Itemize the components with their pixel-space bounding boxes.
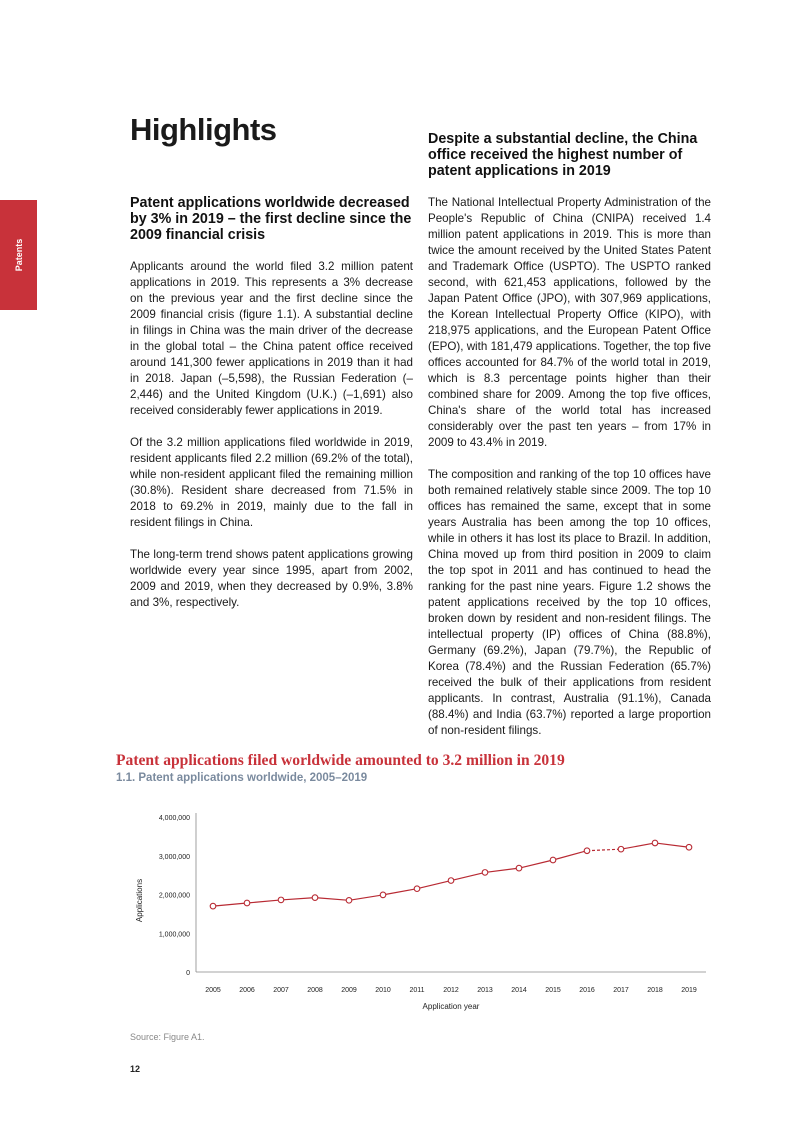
data-point [550,857,556,863]
x-tick-label: 2019 [681,987,697,994]
y-tick-label: 1,000,000 [158,931,190,939]
left-paragraph-3: The long-term trend shows patent applications growing worldwide every year since 1995, apart from 2002, 2009 and 2019, when they decreased by 0.9%, 3.8% and 3%, respectively. [130,548,413,609]
data-point [516,865,522,871]
series-line-segment [281,898,315,900]
x-tick-label: 2016 [579,987,595,994]
y-axis-label: Applications [135,878,144,923]
series-line-segment [553,851,587,860]
x-tick-label: 2006 [239,987,255,994]
series-line-segment [451,872,485,880]
data-point [414,886,420,892]
series-line-segment [247,900,281,903]
x-tick-label: 2009 [341,987,357,994]
data-point [312,895,318,901]
series-line-segment [383,889,417,895]
page-title: Highlights [130,112,277,147]
data-point [278,897,284,903]
data-point [210,903,216,909]
page-number: 12 [130,1064,141,1074]
right-paragraph-1: The National Intellectual Property Administration of the People's Republic of China (CNIPA) received 1.4 million patent applications in 2019. This is more than twice the amount received by the United States Patent and Trademark Office (USPTO). The USPTO ranked second, with 621,453 applications, followed by the Japan Patent Office (JPO), with 307,969 applications, the Korean Intellectual Property Office (KIPO), with 218,975 applications, and the European Patent Office (EPO), with 181,479 applications. Together, the top five offices accounted for 84.7% of the world total in 2019, which is 8.3 percentage points higher than their combined share for 2009. Among the top five offices, China's share of the world total has increased considerably over the past ten years – from 17% in 2009 to 43.4% in 2019. [428,196,711,449]
data-point [482,870,488,876]
x-tick-label: 2015 [545,987,561,994]
x-tick-label: 2005 [205,987,221,994]
data-point [686,844,692,850]
right-heading: Despite a substantial decline, the China office received the highest number of patent applications in 2019 [428,131,698,179]
data-point [346,898,352,904]
x-tick-label: 2014 [511,987,527,994]
section-tab-label: Patents [13,238,24,272]
right-paragraph-2: The composition and ranking of the top 10 offices have both remained relatively stable since 2009. The top 10 offices has remained the same, except that in some years Australia has been among the top 10 offices, while in others it has lost its place to Brazil. In addition, China moved up from third position in 2009 to claim the top spot in 2011 and has continued to head the ranking for the past nine years. Figure 1.2 shows the patent applications received by the top 10 offices, broken down by resident and non-resident filings. The intellectual property (IP) offices of China (88.8%), Germany (69.2%), Japan (79.7%), the Republic of Korea (78.4%) and the Russian Federation (65.7%) received the bulk of their applications from resident applicants. In contrast, Australia (91.1%), Canada (88.4%) and India (63.7%) reported a large proportion of non-resident filings. [428,468,711,737]
series-line-segment [621,843,655,849]
x-tick-label: 2012 [443,987,459,994]
series-line-segment [655,843,689,847]
left-paragraph-2: Of the 3.2 million applications filed worldwide in 2019, resident applicants filed 2.2 million (69.2% of the total), while non-resident applicant filed the remaining million (30.8%). Resident share decreased from 71.5% in 2018 to 69.2% in 2019, mainly due to the fall in resident filings in China. [130,436,413,529]
data-point [244,900,250,906]
x-tick-label: 2010 [375,987,391,994]
data-point [584,848,590,854]
series-line-segment [349,895,383,900]
series-line-segment [587,849,621,851]
y-tick-label: 0 [186,970,190,977]
series-line-segment [417,881,451,889]
left-paragraph-1: Applicants around the world filed 3.2 million patent applications in 2019. This represents a 3% decrease on the previous year and the first decline since the 2009 financial crisis (figure 1.1). A substantial decline in filings in China was the main driver of the decrease in the global total – the China patent office received around 141,300 fewer applications in 2019 than it had in 2018. Japan (–5,598), the Russian Federation (–2,446) and the United Kingdom (U.K.) (–1,691) also received considerably fewer applications in 2019. [130,260,413,417]
x-tick-label: 2007 [273,987,289,994]
y-tick-label: 2,000,000 [158,892,190,900]
data-point [618,846,624,852]
data-point [652,840,658,846]
series-line-segment [213,903,247,906]
series-line-segment [485,868,519,872]
y-tick-label: 4,000,000 [158,815,190,822]
x-tick-label: 2017 [613,987,629,994]
source-note: Source: Figure A1. [130,1032,205,1042]
x-tick-label: 2011 [409,987,425,994]
x-axis-label: Application year [422,1002,480,1011]
x-tick-label: 2008 [307,987,323,994]
y-tick-label: 3,000,000 [158,853,190,861]
series-line-segment [315,898,349,901]
chart-subheading: 1.1. Patent applications worldwide, 2005–2019 [116,772,368,784]
series-line-segment [519,860,553,868]
x-tick-label: 2018 [647,987,663,994]
chart-heading: Patent applications filed worldwide amounted to 3.2 million in 2019 [116,752,565,769]
x-tick-label: 2013 [477,987,493,994]
left-heading: Patent applications worldwide decreased by 3% in 2019 – the first decline since the 2009 financial crisis [130,195,412,243]
data-point [380,892,386,898]
data-point [448,878,454,884]
